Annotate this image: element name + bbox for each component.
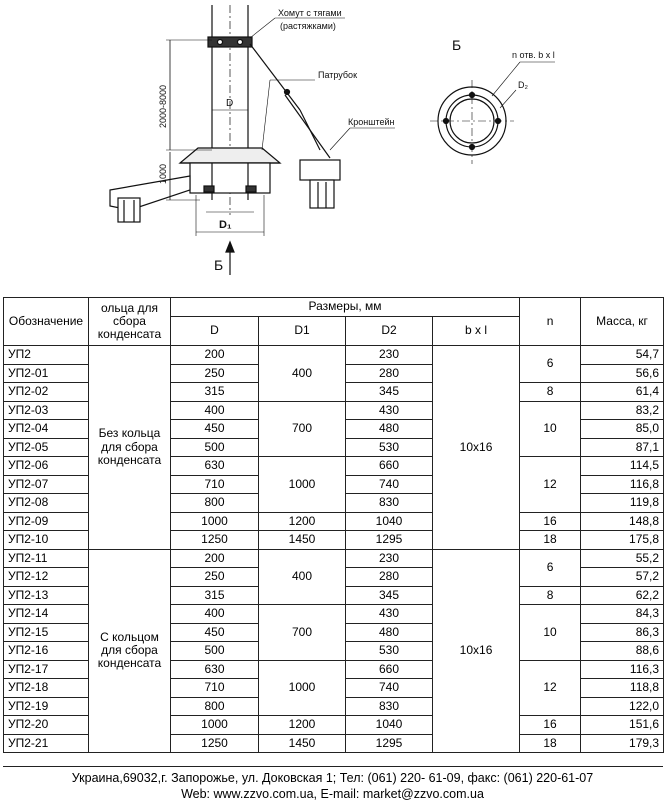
cell-n: 18: [520, 531, 581, 550]
cell-designation: УП2-10: [4, 531, 89, 550]
cell-mass: 61,4: [581, 383, 664, 402]
cell-d2: 830: [346, 697, 433, 716]
cell-designation: УП2-06: [4, 457, 89, 476]
cell-mass: 175,8: [581, 531, 664, 550]
view-letter: Б: [452, 37, 462, 53]
cell-ring-group: Без кольца для сбора конденсата: [89, 346, 171, 550]
cell-mass: 56,6: [581, 364, 664, 383]
cell-designation: УП2-07: [4, 475, 89, 494]
cell-n: 6: [520, 549, 581, 586]
cell-d1: 1200: [259, 512, 346, 531]
cell-d: 800: [171, 697, 259, 716]
cell-d2: 480: [346, 420, 433, 439]
cell-d: 315: [171, 586, 259, 605]
cell-d: 200: [171, 549, 259, 568]
cell-d1: 1450: [259, 734, 346, 753]
cell-d: 450: [171, 420, 259, 439]
cell-d2: 230: [346, 549, 433, 568]
cell-bxl: 10x16: [433, 549, 520, 753]
cell-designation: УП2-16: [4, 642, 89, 661]
cell-d2: 530: [346, 642, 433, 661]
cell-d1: 400: [259, 346, 346, 402]
cell-designation: УП2-12: [4, 568, 89, 587]
cell-d: 500: [171, 642, 259, 661]
cell-designation: УП2-14: [4, 605, 89, 624]
cell-d2: 345: [346, 586, 433, 605]
cell-n: 8: [520, 586, 581, 605]
cell-d: 710: [171, 679, 259, 698]
header-d: D: [171, 317, 259, 346]
cell-d1: 1450: [259, 531, 346, 550]
cell-designation: УП2-17: [4, 660, 89, 679]
footer-divider: [3, 766, 663, 767]
cell-d1: 700: [259, 605, 346, 661]
cell-d2: 430: [346, 401, 433, 420]
cell-d: 630: [171, 457, 259, 476]
header-bxl: b x l: [433, 317, 520, 346]
cell-d: 630: [171, 660, 259, 679]
cell-designation: УП2: [4, 346, 89, 365]
cell-mass: 54,7: [581, 346, 664, 365]
cell-d2: 345: [346, 383, 433, 402]
cell-mass: 86,3: [581, 623, 664, 642]
cell-d: 1250: [171, 734, 259, 753]
cell-d: 400: [171, 605, 259, 624]
cell-d2: 660: [346, 660, 433, 679]
cell-d: 400: [171, 401, 259, 420]
cell-d2: 280: [346, 568, 433, 587]
cell-d: 500: [171, 438, 259, 457]
cell-d: 710: [171, 475, 259, 494]
cell-n: 12: [520, 457, 581, 513]
technical-drawing: [0, 0, 665, 290]
footer: [0, 770, 665, 802]
cell-d2: 660: [346, 457, 433, 476]
cell-d1: 1000: [259, 660, 346, 716]
table-row: [4, 549, 664, 568]
cell-d: 1250: [171, 531, 259, 550]
cell-d1: 1000: [259, 457, 346, 513]
cell-d: 800: [171, 494, 259, 513]
cell-d2: 1040: [346, 512, 433, 531]
cell-d2: 430: [346, 605, 433, 624]
cell-mass: 85,0: [581, 420, 664, 439]
cell-designation: УП2-13: [4, 586, 89, 605]
dim-d1-label: D₁: [219, 219, 232, 231]
header-dimensions: Размеры, мм: [171, 298, 520, 317]
footer-address: Украина,69032,г. Запорожье, ул. Доковская 1; Тел: (061) 220- 61-09, факс: (061) 220-61-07: [71, 771, 594, 785]
cell-mass: 116,3: [581, 660, 664, 679]
cell-mass: 179,3: [581, 734, 664, 753]
cell-mass: 57,2: [581, 568, 664, 587]
khomut-label: Хомут с тягами: [278, 8, 342, 18]
cell-designation: УП2-04: [4, 420, 89, 439]
cell-mass: 88,6: [581, 642, 664, 661]
cell-d2: 740: [346, 679, 433, 698]
header-ring: ольца для сбора конденсата: [89, 298, 171, 346]
cell-n: 16: [520, 716, 581, 735]
cell-designation: УП2-20: [4, 716, 89, 735]
arrow-letter: Б: [214, 257, 224, 273]
kronshtein-label: Кронштейн: [348, 117, 395, 127]
cell-d2: 1295: [346, 531, 433, 550]
footer-contacts: Web: www.zzvo.com.ua, E-mail: market@zzvo.com.ua: [181, 787, 484, 801]
dim-d-label: D: [226, 98, 234, 109]
table-body: [4, 346, 664, 753]
cell-d2: 480: [346, 623, 433, 642]
header-d1: D1: [259, 317, 346, 346]
spec-table: [3, 297, 664, 753]
cell-d: 315: [171, 383, 259, 402]
dim-d2-label: D₂: [518, 80, 528, 90]
cell-d2: 1040: [346, 716, 433, 735]
cell-mass: 151,6: [581, 716, 664, 735]
cell-mass: 122,0: [581, 697, 664, 716]
cell-d2: 1295: [346, 734, 433, 753]
cell-n: 8: [520, 383, 581, 402]
cell-designation: УП2-11: [4, 549, 89, 568]
cell-d1: 1200: [259, 716, 346, 735]
cell-mass: 119,8: [581, 494, 664, 513]
n-holes-label: n отв. b x l: [512, 50, 555, 60]
dim-length-label: 2000-8000: [158, 84, 168, 128]
cell-d: 250: [171, 568, 259, 587]
cell-d1: 700: [259, 401, 346, 457]
cell-d2: 830: [346, 494, 433, 513]
cell-designation: УП2-19: [4, 697, 89, 716]
cell-designation: УП2-05: [4, 438, 89, 457]
patrubok-label: Патрубок: [318, 70, 358, 80]
cell-d: 450: [171, 623, 259, 642]
cell-d2: 530: [346, 438, 433, 457]
cell-designation: УП2-03: [4, 401, 89, 420]
cell-d2: 740: [346, 475, 433, 494]
cell-designation: УП2-01: [4, 364, 89, 383]
header-d2: D2: [346, 317, 433, 346]
cell-mass: 62,2: [581, 586, 664, 605]
cell-designation: УП2-15: [4, 623, 89, 642]
cell-mass: 87,1: [581, 438, 664, 457]
cell-bxl: 10x16: [433, 346, 520, 550]
cell-d: 1000: [171, 716, 259, 735]
cell-mass: 148,8: [581, 512, 664, 531]
cell-d: 1000: [171, 512, 259, 531]
cell-n: 10: [520, 605, 581, 661]
cell-n: 18: [520, 734, 581, 753]
cell-n: 16: [520, 512, 581, 531]
cell-n: 10: [520, 401, 581, 457]
cell-mass: 118,8: [581, 679, 664, 698]
cell-mass: 114,5: [581, 457, 664, 476]
cell-d2: 280: [346, 364, 433, 383]
cell-n: 12: [520, 660, 581, 716]
table-row: [4, 346, 664, 365]
cell-ring-group: С кольцом для сбора конденсата: [89, 549, 171, 753]
cell-mass: 55,2: [581, 549, 664, 568]
header-designation: Обозначение: [4, 298, 89, 346]
cell-mass: 116,8: [581, 475, 664, 494]
cell-d2: 230: [346, 346, 433, 365]
cell-designation: УП2-21: [4, 734, 89, 753]
cell-designation: УП2-18: [4, 679, 89, 698]
cell-mass: 84,3: [581, 605, 664, 624]
header-mass: Масса, кг: [581, 298, 664, 346]
header-n: n: [520, 298, 581, 346]
rastyazhki-label: (растяжками): [280, 21, 336, 31]
cell-designation: УП2-02: [4, 383, 89, 402]
cell-d: 200: [171, 346, 259, 365]
cell-designation: УП2-09: [4, 512, 89, 531]
dim-1000-label: 1000: [158, 163, 168, 184]
cell-designation: УП2-08: [4, 494, 89, 513]
cell-d: 250: [171, 364, 259, 383]
cell-mass: 83,2: [581, 401, 664, 420]
cell-d1: 400: [259, 549, 346, 605]
cell-n: 6: [520, 346, 581, 383]
